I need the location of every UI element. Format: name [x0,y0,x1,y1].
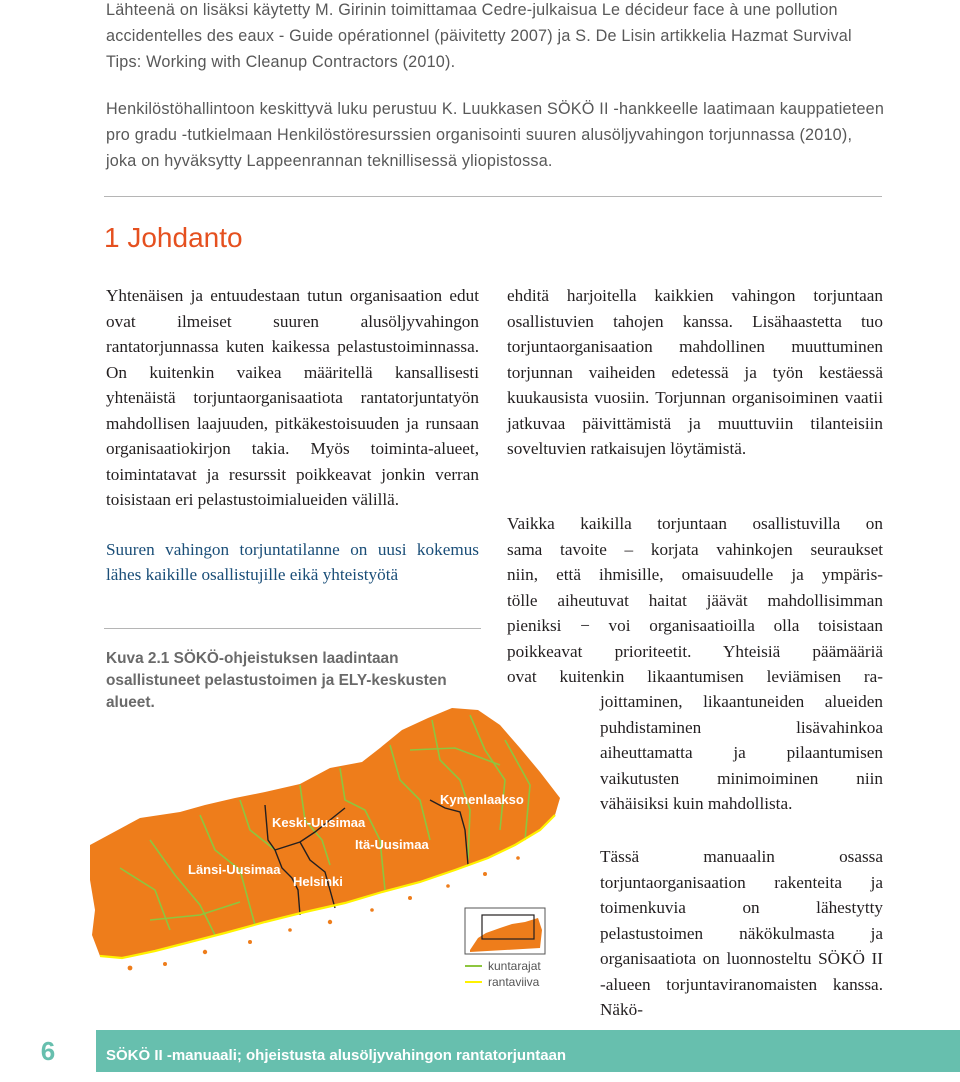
label-kymenlaakso: Kymenlaakso [440,792,524,807]
right-column [507,283,883,462]
p2-line: poikkeavat prioriteetit. Yhteisiä päämääriä [507,641,883,661]
page-number: 6 [0,1030,96,1072]
right-column-p3 [600,844,883,1023]
right-column-p2-narrow [600,689,883,817]
running-title: SÖKÖ II -manuaali; ohjeistusta alusöljyvahingon rantatorjuntaan [106,1047,567,1064]
right-paragraph-2-rest: joittaminen, likaantuneiden alueiden puhdistaminen lisävahinkoa aiheuttamatta ja pilaantumisen vaikutusten minimoiminen niin vähäisiksi kuin mahdollista. [600,692,883,813]
p2-line: tölle aiheutuvat haitat jäävät mahdollisimman [507,590,883,610]
label-lansi-uusimaa: Länsi-Uusimaa [188,862,281,877]
section-divider [104,196,882,197]
left-column [106,283,479,588]
legend-kuntarajat: kuntarajat [488,959,541,973]
left-paragraph-intro: Yhtenäisen ja entuudestaan tutun organisaation edut ovat ilmeiset suuren alusöljyvahingon rantatorjunnassa kuten kaikessa pelastustoiminnassa. On kuitenkin vaikea määritellä kansallisesti yhtenäistä torjuntaorganisaatiota rantatorjuntatyön mahdollisen laajuuden, pitkäkestoisuuden ja runsaan organisaatiokirjon takia. Myös toiminta-alueet, toimintatavat ja resurssit poikkeavat jonkin verran toisistaan eri pelastustoimialueiden välillä. [106,286,479,509]
right-paragraph-3: Tässä manuaalin osassa torjuntaorganisaation rakenteita ja toimenkuvia on lähestytty pelastustoimen näkökulmasta ja organisaatiota on luonnosteltu SÖKÖ II -alueen torjuntaviranomaisten kanssa. Näkö- [600,847,883,1019]
legend-rantaviiva: rantaviiva [488,975,540,989]
p2-line: sama tavoite – korjata vahinkojen seuraukset [507,539,883,559]
p2-line: Vaikka kaikilla torjuntaan osallistuvilla on [507,514,883,533]
label-helsinki: Helsinki [293,874,343,889]
section-heading: 1 Johdanto [104,222,243,253]
page-footer [0,1030,960,1072]
intro-text-2 [106,96,886,174]
intro-sources-paragraph: Lähteenä on lisäksi käytetty M. Girinin toimittamaa Cedre-julkaisua Le décideur face à une pollution accidentelles des eaux - Guide opérationnel (päivitetty 2007) ja S. De Lisin artikkelia Hazmat Survival Tips: Working with Cleanup Contractors (2010). [106,1,852,71]
p2-line: pieniksi − voi organisaatioilla olla toisistaan [507,616,883,635]
caption-divider [104,628,481,629]
inset-map [465,908,545,954]
region-map [0,690,580,1000]
right-column-p2-full [507,511,883,690]
figure-caption: Kuva 2.1 SÖKÖ-ohjeistuksen laadintaan osallistuneet pelastustoimen ja ELY-keskusten alueet. [106,650,447,711]
intro-thesis-paragraph: Henkilöstöhallintoon keskittyvä luku perustuu K. Luukkasen SÖKÖ II -hankkeelle laatimaan kauppatieteen pro gradu -tutkielmaan Henkilöstöresurssien organisointi suuren alusöljyvahingon torjunnassa (2010), joka on hyväksytty Lappeenrannan teknillisessä yliopistossa. [106,100,885,170]
right-paragraph-1: ehditä harjoitella kaikkien vahingon torjuntaan osallistuvien tahojen kanssa. Lisähaastetta tuo torjuntaorganisaation mahdollinen muuttuminen torjunnan vaiheiden edetessä ja työn kestäessä kuukausista vuosiin. Torjunnan organisoiminen vaatii jatkuvaa päivittämistä ja muuttuviin tilanteisiin soveltuvien ratkaisujen löytämistä. [507,286,883,458]
p2-line: niin, että ihmisille, omaisuudelle ja ympäris- [507,565,883,584]
highlight-quote: Suuren vahingon torjuntatilanne on uusi kokemus lähes kaikille osallistujille eikä yhteistyötä [106,539,479,584]
label-keski-uusimaa: Keski-Uusimaa [272,815,366,830]
map-legend [465,959,541,989]
intro-text [106,0,886,75]
label-ita-uusimaa: Itä-Uusimaa [355,837,429,852]
p2-line: ovat kuitenkin likaantumisen leviämisen ra- [507,667,883,686]
